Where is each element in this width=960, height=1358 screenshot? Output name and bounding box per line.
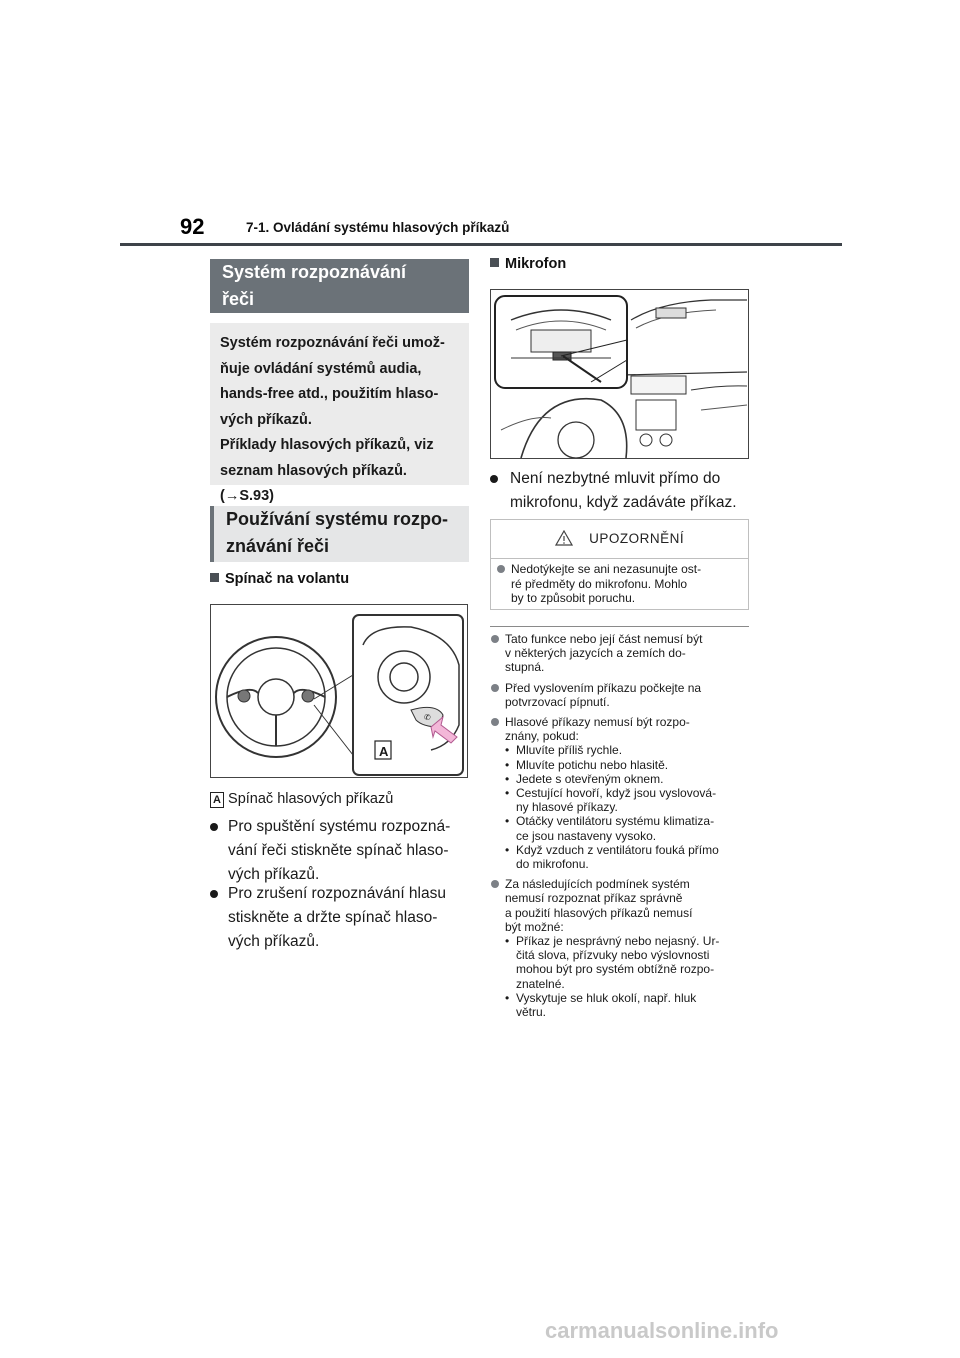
intro-box	[210, 323, 469, 504]
gray-bullet-icon	[491, 880, 499, 888]
callout-text: Spínač hlasových příkazů	[228, 791, 394, 807]
heading-line: znávání řeči	[226, 536, 330, 556]
note-item	[490, 632, 752, 675]
callout-a	[210, 787, 393, 811]
note-item	[490, 681, 752, 709]
sub-line: větru.	[516, 1005, 547, 1020]
steering-wheel-illustration	[211, 605, 467, 777]
caution-text	[491, 559, 748, 609]
caution-title: UPOZORNĚNÍ	[589, 531, 685, 546]
caution-line: by to způsobit poruchu.	[511, 591, 636, 605]
note-line: potvrzovací pípnutí.	[505, 694, 610, 709]
intro-line: vých příkazů.	[220, 411, 312, 428]
sub-line: Vyskytuje se hluk okolí, např. hluk	[516, 990, 697, 1005]
bullet-line: Pro zrušení rozpoznávání hlasu	[228, 885, 446, 902]
bullet-line: mikrofonu, když zadáváte příkaz.	[510, 494, 737, 511]
bullet-line: vých příkazů.	[228, 933, 320, 950]
sub-bullet: • Cestující hovoří, když jsou vyslovová- ny hlasové příkazy.	[505, 786, 752, 814]
figure-label-a: A	[379, 744, 389, 759]
note-line: nemusí rozpoznat příkaz správně	[505, 891, 683, 906]
sub-line: Jedete s otevřeným oknem.	[516, 771, 664, 786]
sub-bullet: • Mluvíte příliš rychle.	[505, 743, 752, 757]
sub-line: Mluvíte potichu nebo hlasitě.	[516, 757, 669, 772]
steering-wheel-figure	[210, 604, 468, 778]
note-line: a použití hlasových příkazů nemusí	[505, 905, 693, 920]
bullet-icon	[210, 890, 218, 898]
bullet-icon	[210, 823, 218, 831]
sub-bullet: • Otáčky ventilátoru systému klimatiza- ce jsou nastaveny vysoko.	[505, 814, 752, 842]
microphone-figure	[490, 289, 749, 459]
gray-bullet-icon	[491, 718, 499, 726]
subheading-text: Mikrofon	[505, 256, 567, 272]
note-line: znány, pokud:	[505, 729, 579, 744]
caution-box	[490, 519, 749, 610]
bullet-cancel	[210, 882, 468, 954]
heading-line: řeči	[222, 289, 255, 309]
svg-text:✆: ✆	[424, 713, 431, 722]
sub-line: Když vzduch z ventilátoru fouká přímo	[516, 842, 719, 857]
note-line: Za následujících podmínek systém	[505, 877, 690, 892]
square-bullet-icon	[210, 573, 219, 582]
bullet-line: Není nezbytné mluvit přímo do	[510, 470, 721, 487]
intro-line: Systém rozpoznávání řeči umož-	[220, 335, 445, 351]
caution-line: Nedotýkejte se ani nezasunujte ost-	[511, 562, 702, 576]
note-item	[490, 715, 752, 871]
subheading-steering-switch	[210, 571, 349, 587]
section-heading-speech-recognition	[210, 259, 469, 313]
bullet-line: Pro spuštění systému rozpozná-	[228, 818, 451, 835]
note-line: Před vyslovením příkazu počkejte na	[505, 680, 702, 695]
bullet-start	[210, 815, 468, 887]
note-line: stupná.	[505, 660, 545, 675]
page-number: 92	[180, 214, 205, 239]
subheading-microphone	[490, 256, 566, 272]
heading-line: Používání systému rozpo-	[226, 509, 449, 529]
warning-triangle-icon	[555, 530, 573, 546]
sub-line: do mikrofonu.	[516, 857, 589, 872]
bullet-microphone	[490, 467, 752, 515]
sub-line: čitá slova, přízvuky nebo výslovnosti	[516, 948, 710, 963]
sub-line: znatelné.	[516, 976, 565, 991]
sub-line: mohou být pro systém obtížně rozpo-	[516, 962, 715, 977]
intro-line: Příklady hlasových příkazů, viz	[220, 437, 434, 453]
sub-line: ce jsou nastaveny vysoko.	[516, 828, 657, 843]
sub-line: Cestující hovoří, když jsou vyslovová-	[516, 786, 717, 801]
intro-line: ňuje ovládání systémů audia,	[220, 360, 422, 377]
sub-bullet: • Jedete s otevřeným oknem.	[505, 772, 752, 786]
sub-line: Mluvíte příliš rychle.	[516, 743, 623, 758]
gray-bullet-icon	[491, 684, 499, 692]
section-title: 7-1. Ovládání systému hlasových příkazů	[246, 220, 510, 235]
cabin-illustration	[491, 290, 748, 458]
watermark: carmanualsonline.info	[545, 1318, 779, 1343]
sub-bullet: • Vyskytuje se hluk okolí, např. hluk větru.	[505, 991, 752, 1019]
square-bullet-icon	[490, 258, 499, 267]
caution-line: ré předměty do mikrofonu. Mohlo	[511, 576, 688, 591]
section-heading-using-speech-recognition	[210, 506, 469, 562]
note-line: Tato funkce nebo její část nemusí být	[505, 632, 703, 646]
gray-bullet-icon	[497, 565, 505, 573]
note-line: Hlasové příkazy nemusí být rozpo-	[505, 715, 690, 730]
bullet-line: stiskněte a držte spínač hlaso-	[228, 909, 438, 926]
sub-bullet: • Když vzduch z ventilátoru fouká přímo do mikrofonu.	[505, 843, 752, 871]
callout-letter-box: A	[210, 792, 224, 808]
sub-line: Otáčky ventilátoru systému klimatiza-	[516, 814, 715, 829]
intro-line: seznam hlasových příkazů.	[220, 462, 407, 479]
subheading-text: Spínač na volantu	[225, 571, 350, 587]
bullet-icon	[490, 475, 498, 483]
page-reference-link[interactable]: (→S.93)	[220, 488, 274, 504]
note-line: v některých jazycích a zemích do-	[505, 646, 686, 661]
bullet-line: vých příkazů.	[228, 866, 320, 883]
header-rule	[120, 243, 842, 246]
notes-list	[490, 632, 752, 1025]
caution-header	[491, 520, 748, 559]
intro-line: hands-free atd., použitím hlaso-	[220, 386, 439, 402]
gray-bullet-icon	[491, 635, 499, 643]
sub-bullet: • Mluvíte potichu nebo hlasitě.	[505, 758, 752, 772]
sub-line: ny hlasové příkazy.	[516, 800, 618, 815]
heading-line: Systém rozpoznávání	[222, 262, 407, 282]
note-item	[490, 877, 752, 1019]
note-line: být možné:	[505, 919, 564, 934]
sub-bullet: • Příkaz je nesprávný nebo nejasný. Ur- čitá slova, přízvuky nebo výslovnosti mohou být pro systém obtížně rozpo- znatelné.	[505, 934, 752, 991]
sub-line: Příkaz je nesprávný nebo nejasný. Ur-	[516, 934, 720, 949]
bullet-line: vání řeči stiskněte spínač hlaso-	[228, 842, 449, 859]
notes-divider	[490, 626, 749, 627]
